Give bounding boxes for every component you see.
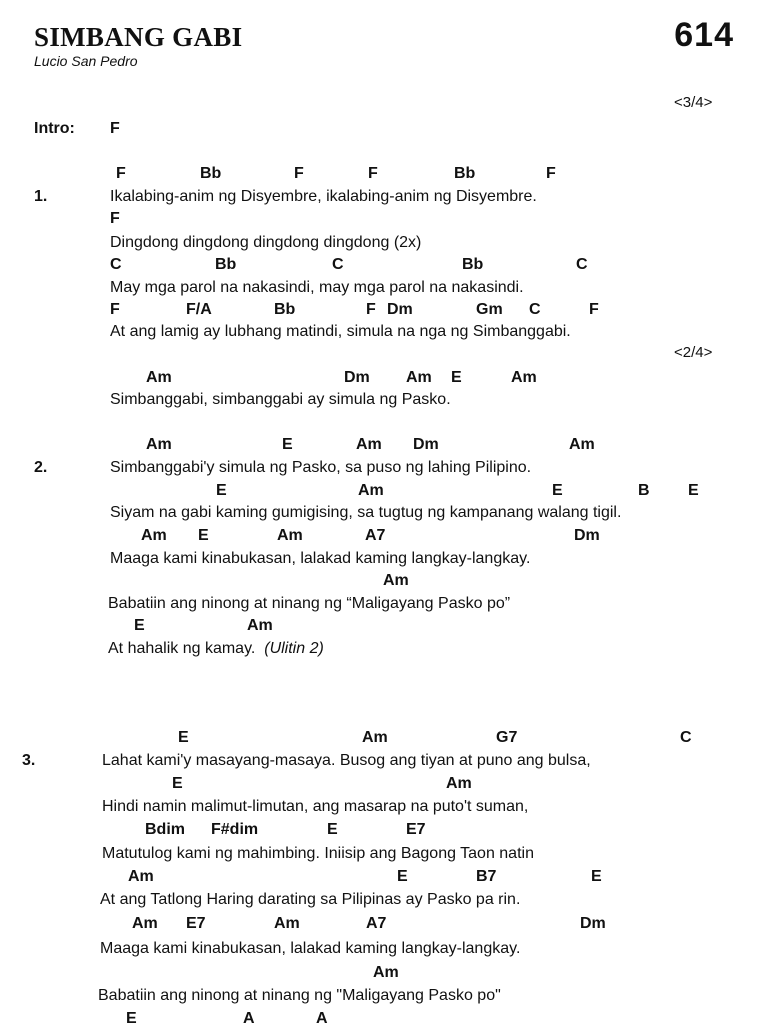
intro-chord: F <box>110 120 120 137</box>
chord: Bdim <box>145 821 185 838</box>
chord: Am <box>356 436 382 453</box>
song-number: 614 <box>674 16 734 54</box>
chord: E7 <box>186 915 206 932</box>
chord: F <box>116 165 126 182</box>
chord: B7 <box>476 868 497 885</box>
lyric-line: Lahat kami'y masayang-masaya. Busog ang tiyan at puno ang bulsa, <box>102 752 591 769</box>
chord: Am <box>569 436 595 453</box>
chord: Am <box>146 369 172 386</box>
chord: E7 <box>406 821 426 838</box>
chord: F <box>110 301 120 318</box>
chord: F/A <box>186 301 212 318</box>
lyric-line: Matutulog kami ng mahimbing. Iniisip ang Bagong Taon natin <box>102 845 534 862</box>
chord: B <box>638 482 650 499</box>
time-signature: <2/4> <box>674 344 713 361</box>
lyric-line: Babatiin ang ninong at ninang ng "Maligayang Pasko po" <box>98 987 501 1004</box>
chord: E <box>216 482 227 499</box>
chord: Dm <box>580 915 606 932</box>
chord: C <box>680 729 692 746</box>
chord: E <box>591 868 602 885</box>
chord: Bb <box>274 301 296 318</box>
chord: F <box>368 165 378 182</box>
chord: Bb <box>200 165 222 182</box>
lyric-line: At ang lamig ay lubhang matindi, simula na nga ng Simbanggabi. <box>110 323 571 340</box>
chord: Am <box>132 915 158 932</box>
chord: Am <box>277 527 303 544</box>
chord: E <box>552 482 563 499</box>
chord: Am <box>274 915 300 932</box>
chord: E <box>688 482 699 499</box>
chord: Bb <box>215 256 237 273</box>
chord: Am <box>373 964 399 981</box>
verse-number: 3. <box>22 752 36 769</box>
lyric-line <box>108 640 324 658</box>
chord: Am <box>141 527 167 544</box>
lyric-line: Hindi namin malimut-limutan, ang masarap na puto't suman, <box>102 798 529 815</box>
chord: A <box>243 1010 255 1027</box>
chord: C <box>529 301 541 318</box>
chord: Am <box>446 775 472 792</box>
lyric-line: Siyam na gabi kaming gumigising, sa tugtug ng kampanang walang tigil. <box>110 504 622 521</box>
chord: E <box>126 1010 137 1027</box>
lyric-line: May mga parol na nakasindi, may mga parol na nakasindi. <box>110 279 524 296</box>
chord: Am <box>146 436 172 453</box>
chord: E <box>198 527 209 544</box>
chord: A7 <box>366 915 387 932</box>
chord: F <box>366 301 376 318</box>
chord: Am <box>511 369 537 386</box>
song-title: SIMBANG GABI <box>34 22 243 52</box>
chord: Dm <box>344 369 370 386</box>
chord: E <box>134 617 145 634</box>
composer-name: Lucio San Pedro <box>34 53 138 69</box>
chord: F <box>294 165 304 182</box>
chord: C <box>576 256 588 273</box>
lyric-line: Simbanggabi'y simula ng Pasko, sa puso ng lahing Pilipino. <box>110 459 532 476</box>
chord: E <box>327 821 338 838</box>
verse-number: 1. <box>34 188 48 205</box>
chord: E <box>397 868 408 885</box>
repeat-note: (Ulitin 2) <box>264 640 324 657</box>
chord: Bb <box>454 165 476 182</box>
chord: Bb <box>462 256 484 273</box>
chord: E <box>451 369 462 386</box>
chord: Dm <box>574 527 600 544</box>
lyric-line: Ikalabing-anim ng Disyembre, ikalabing-anim ng Disyembre. <box>110 188 537 205</box>
chord: Am <box>358 482 384 499</box>
lyric-line: Simbanggabi, simbanggabi ay simula ng Pasko. <box>110 391 451 408</box>
chord: Gm <box>476 301 503 318</box>
chord: G7 <box>496 729 518 746</box>
lyric-line: Dingdong dingdong dingdong dingdong (2x) <box>110 234 422 251</box>
chord: Am <box>128 868 154 885</box>
chord: C <box>110 256 122 273</box>
chord: A <box>316 1010 328 1027</box>
chord: Am <box>247 617 273 634</box>
chord: Am <box>362 729 388 746</box>
chord: E <box>178 729 189 746</box>
chord: Am <box>383 572 409 589</box>
lyric-line: Maaga kami kinabukasan, lalakad kaming langkay-langkay. <box>100 940 521 957</box>
chord: F <box>110 210 120 227</box>
chord: F#dim <box>211 821 259 838</box>
chord: C <box>332 256 344 273</box>
time-signature: <3/4> <box>674 94 713 111</box>
intro-label: Intro: <box>34 120 75 137</box>
lyric-line: Maaga kami kinabukasan, lalakad kaming langkay-langkay. <box>110 550 531 567</box>
lyric-line: Babatiin ang ninong at ninang ng “Maligayang Pasko po” <box>108 595 511 612</box>
lyric-text: At hahalik ng kamay. <box>108 640 256 657</box>
chord: F <box>589 301 599 318</box>
chord: E <box>282 436 293 453</box>
chord: E <box>172 775 183 792</box>
chord: Dm <box>413 436 439 453</box>
chord: Dm <box>387 301 413 318</box>
chord: Am <box>406 369 432 386</box>
verse-number: 2. <box>34 459 48 476</box>
lyric-line: At ang Tatlong Haring darating sa Pilipinas ay Pasko pa rin. <box>100 891 521 908</box>
chord: A7 <box>365 527 386 544</box>
chord: F <box>546 165 556 182</box>
